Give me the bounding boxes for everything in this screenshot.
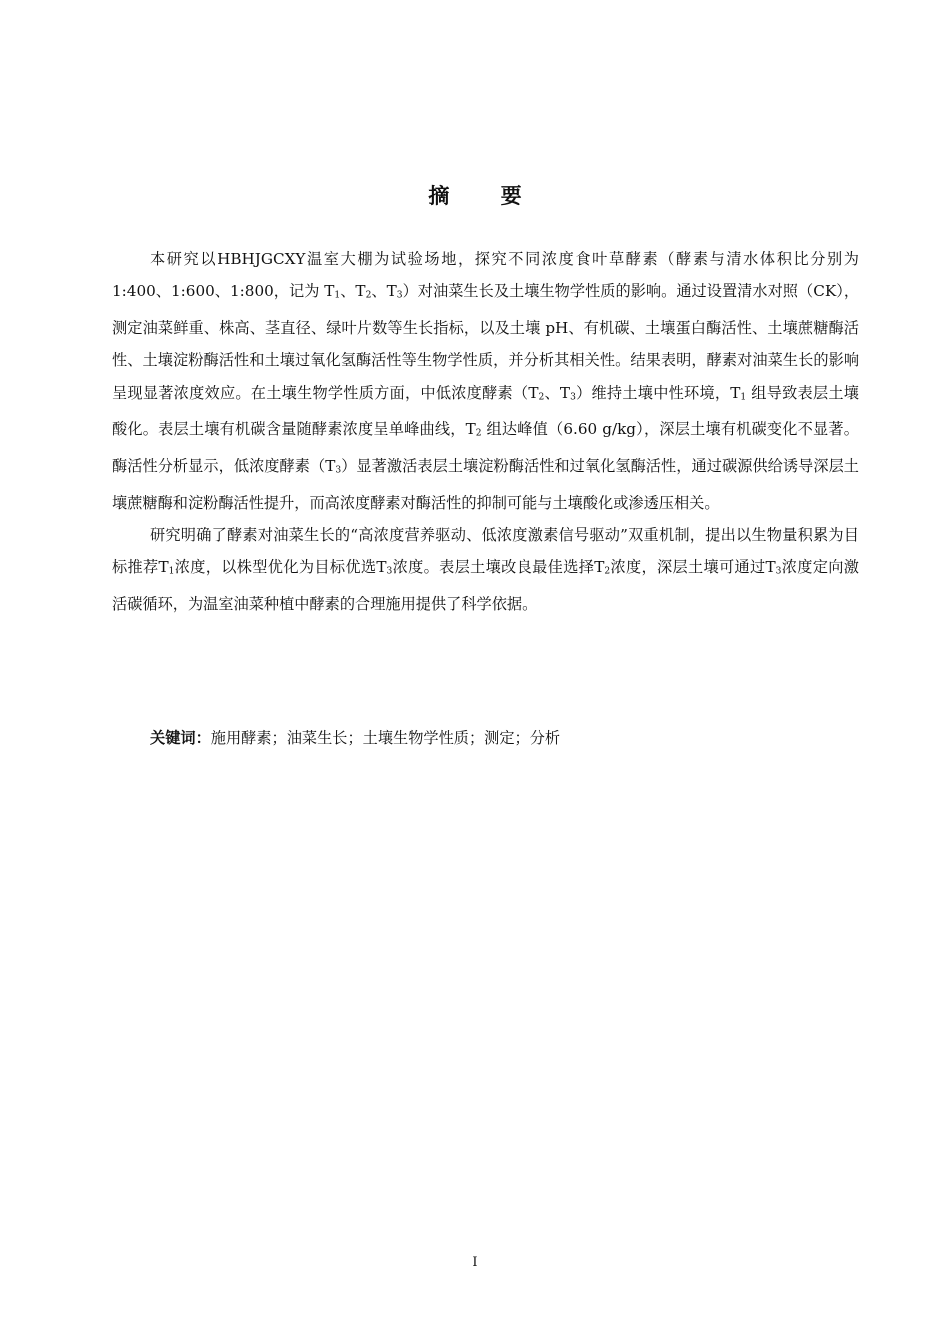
abstract-paragraph-2: 研究明确了酵素对油菜生长的“高浓度营养驱动、低浓度激素信号驱动”双重机制，提出以生物量积累为目标推荐T1浓度，以株型优化为目标优选T3浓度。表层土壤改良最佳选择T2浓度，深层土壤可通过T3浓度定向激活碳循环，为温室油菜种植中酵素的合理施用提供了科学依据。 — [112, 525, 859, 613]
subscript: 2 — [538, 391, 545, 402]
subscript: 1 — [168, 566, 175, 577]
abstract-title: 摘 要 — [428, 184, 544, 208]
keywords-text: 施用酵素；油菜生长；土壤生物学性质；测定；分析 — [210, 729, 561, 747]
keywords-line — [150, 722, 859, 754]
subscript: 2 — [475, 428, 482, 439]
subscript: 1 — [740, 391, 747, 402]
page-number: I — [472, 1255, 478, 1270]
subscript: 3 — [386, 566, 393, 577]
abstract-body — [112, 243, 859, 620]
subscript: 3 — [335, 465, 342, 476]
subscript: 3 — [775, 566, 782, 577]
subscript: 2 — [365, 290, 372, 301]
abstract-paragraph-1: 本研究以HBHJGCXY温室大棚为试验场地，探究不同浓度食叶草酵素（酵素与清水体积比分别为1:400、1:600、1:800，记为 T1、T2、T3）对油菜生长及土壤生物学性质的影响。通过设置清水对照（CK），测定油菜鲜重、株高、茎直径、绿叶片数等生长指标，以及土壤 pH、有机碳、土壤蛋白酶活性、土壤蔗糖酶活性、土壤淀粉酶活性和土壤过氧化氢酶活性等生物学性质，并分析其相关性。结果表明，酵素对油菜生长的影响呈现显著浓度效应。在土壤生物学性质方面，中低浓度酵素（T2、T3）维持土壤中性环境，T1 组导致表层土壤酸化。表层土壤有机碳含量随酵素浓度呈单峰曲线，T2 组达峰值（6.60 g/kg），深层土壤有机碳变化不显著。酶活性分析显示，低浓度酵素（T3）显著激活表层土壤淀粉酶活性和过氧化氢酶活性，通过碳源供给诱导深层土壤蔗糖酶和淀粉酶活性提升，而高浓度酵素对酶活性的抑制可能与土壤酸化或渗透压相关。 — [112, 250, 860, 512]
subscript: 3 — [570, 391, 576, 402]
subscript: 3 — [396, 290, 403, 301]
keywords-label: 关键词： — [150, 729, 211, 747]
subscript: 2 — [604, 566, 611, 577]
subscript: 1 — [334, 290, 341, 301]
